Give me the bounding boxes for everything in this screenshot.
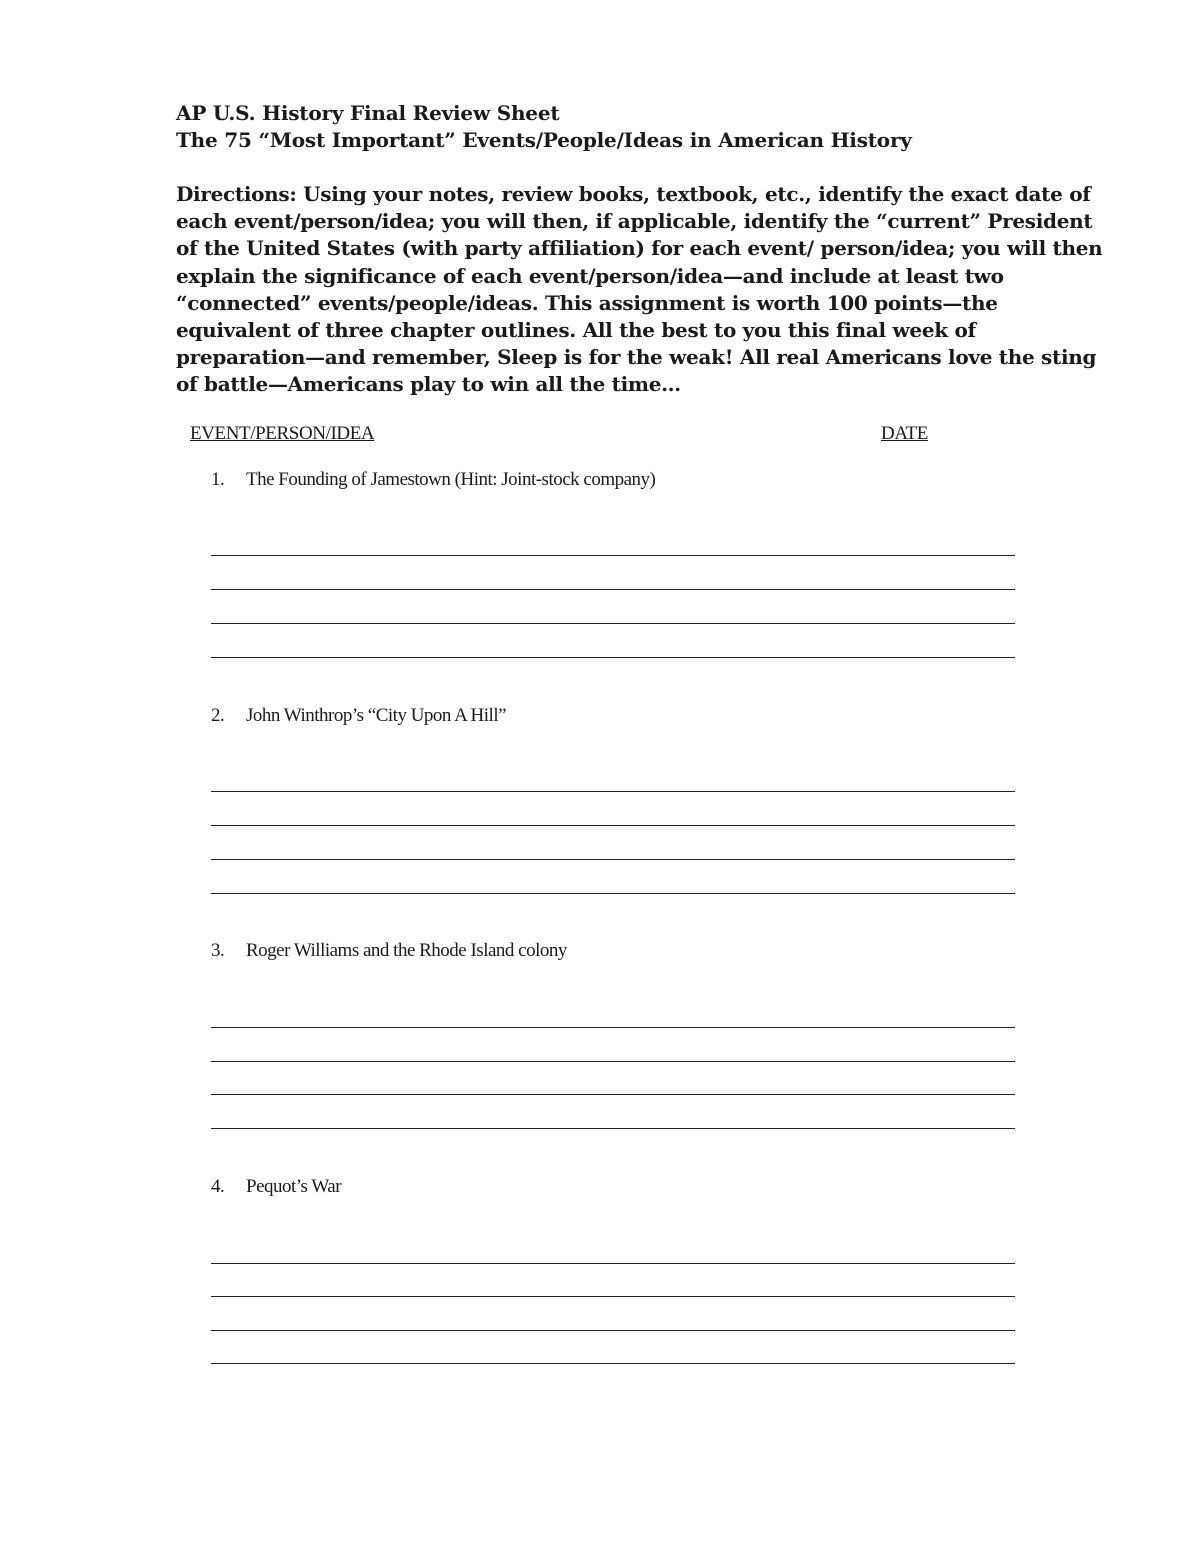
answer-line[interactable] [211,589,1015,590]
directions-line: each event/person/idea; you will then, if applicable, identify the “current” President [176,209,1093,234]
directions-paragraph [176,181,1103,399]
column-header-date: DATE [881,423,928,444]
item-label-row [211,468,1017,492]
item-number: 3. [211,940,225,961]
item-text: Pequot’s War [246,1176,342,1197]
item-label-row [211,704,1017,728]
answer-line[interactable] [211,1027,1015,1028]
answer-line[interactable] [211,791,1015,792]
answer-line[interactable] [211,1330,1015,1331]
answer-line[interactable] [211,1061,1015,1062]
page-subtitle: The 75 “Most Important” Events/People/Ideas in American History [176,128,912,152]
item-number: 1. [211,469,225,490]
item-text: Roger Williams and the Rhode Island colony [246,940,567,961]
item-text: The Founding of Jamestown (Hint: Joint-stock company) [246,469,656,490]
answer-line[interactable] [211,657,1015,658]
item-number: 4. [211,1176,225,1197]
item-number: 2. [211,705,225,726]
answer-line[interactable] [211,825,1015,826]
review-item [211,1175,1017,1199]
answer-line[interactable] [211,893,1015,894]
item-text: John Winthrop’s “City Upon A Hill” [246,705,507,726]
item-label-row [211,939,1017,963]
answer-line[interactable] [211,859,1015,860]
header [176,100,1036,154]
directions-line: explain the significance of each event/person/idea—and include at least two [176,263,1004,288]
answer-line[interactable] [211,1263,1015,1264]
answer-line[interactable] [211,1363,1015,1364]
directions-line: of battle—Americans play to win all the time… [176,372,681,397]
directions-line: preparation—and remember, Sleep is for the weak! All real Americans love the sting [176,345,1097,370]
answer-line[interactable] [211,1094,1015,1095]
column-header-event: EVENT/PERSON/IDEA [190,423,375,444]
answer-line[interactable] [211,623,1015,624]
item-label-row [211,1175,1017,1199]
answer-line[interactable] [211,1296,1015,1297]
answer-line[interactable] [211,555,1015,556]
directions-line: equivalent of three chapter outlines. All the best to you this final week of [176,318,976,343]
directions-line: Directions: Using your notes, review books, textbook, etc., identify the exact date of [176,182,1091,206]
directions-line: of the United States (with party affiliation) for each event/ person/idea; you will then [176,236,1103,261]
review-item [211,939,1017,963]
review-item [211,468,1017,492]
answer-line[interactable] [211,1128,1015,1129]
page-title: AP U.S. History Final Review Sheet [176,101,560,125]
review-item [211,704,1017,728]
directions-line: “connected” events/people/ideas. This assignment is worth 100 points—the [176,290,998,315]
